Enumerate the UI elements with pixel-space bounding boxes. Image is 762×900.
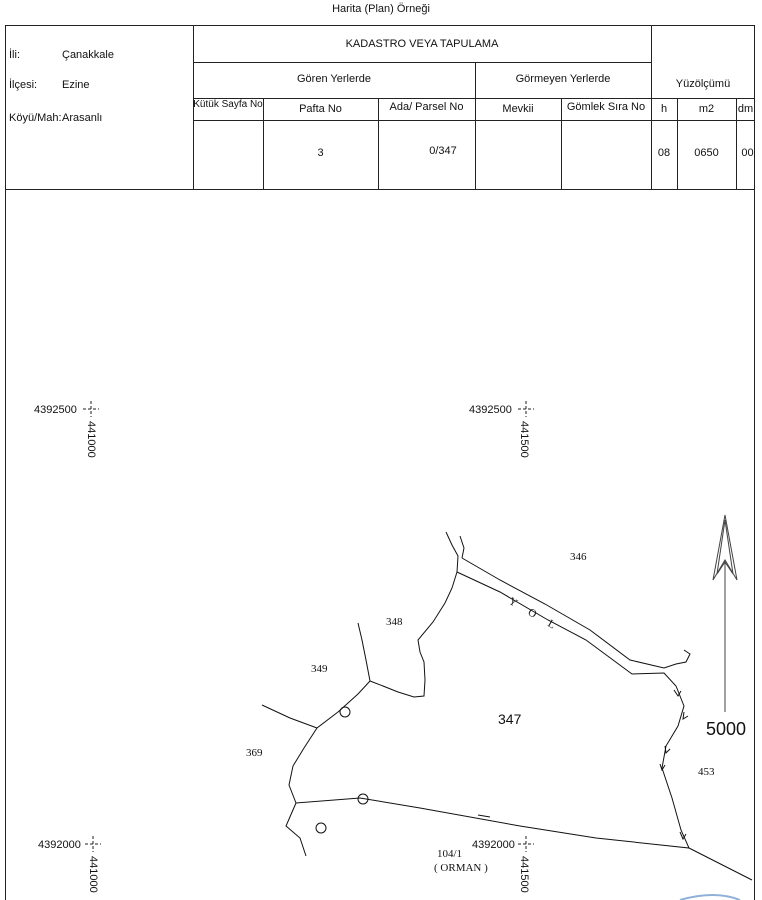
coord-ne-easting: 441500 [518,421,530,458]
boundary-southeast [689,848,752,880]
boundary-tick [478,815,490,817]
h-column-header: h [660,103,668,115]
orman-label: ( ORMAN ) [434,862,488,874]
road-boundary [462,558,690,668]
parcel-label-369: 369 [246,747,263,759]
parcel-label-349: 349 [311,663,328,675]
goren-header: Gören Yerlerde [297,73,371,85]
parcel-label-453: 453 [698,766,715,778]
road-start-line [446,532,458,572]
coord-nw-easting: 441000 [85,421,97,458]
road-label: Y O L [506,595,563,635]
grid-cross-nw [83,401,99,417]
survey-point-circle [340,707,350,717]
ilce-label: İlçesi: [9,79,38,91]
ilce-value: Ezine [62,79,90,91]
parcel-label-348: 348 [386,616,403,628]
parcel-label-347: 347 [498,711,522,727]
coord-nw-northing: 4392500 [34,404,77,416]
m2-value: 0650 [694,147,719,159]
pafta-value: 3 [317,147,324,159]
dm-value: 00 [741,147,754,159]
document-title: Harita (Plan) Örneği [332,3,430,15]
yuzolcumu-header: Yüzölçümü [675,78,731,90]
koy-value: Arasanlı [62,112,103,124]
koy-label: Köyü/Mah: [9,112,62,124]
east-boundary-arrows [660,690,688,839]
coord-se-easting: 441500 [518,856,530,893]
boundary-369-south [286,803,306,856]
il-label: İli: [9,49,20,61]
pafta-column-header: Pafta No [299,103,342,115]
kutuk-column-header: Kütük Sayfa No [193,99,263,110]
parcel-label-346: 346 [570,551,587,563]
m2-column-header: m2 [698,103,715,115]
boundary-349-369 [262,705,317,728]
coord-sw-easting: 441000 [87,856,99,893]
boundary-348-349 [358,623,370,681]
survey-point-circle [316,823,326,833]
north-arrow-icon [713,515,737,712]
gomlek-column-header: Gömlek Sıra No [566,101,646,113]
grid-cross-ne [518,401,534,417]
parcel-347-boundary [289,572,689,848]
parcel-label-104-1: 104/1 [437,848,463,860]
grid-cross-sw [85,836,101,852]
mevkii-column-header: Mevkii [502,103,534,115]
road-upper-end [460,536,464,558]
dm-column-header: dm [737,103,754,115]
ada-column-header: Ada/ Parsel No [389,101,464,113]
h-value: 08 [657,147,671,159]
coord-ne-northing: 4392500 [469,404,512,416]
coord-sw-northing: 4392000 [38,839,81,851]
ada-parsel-value: 0/347 [429,145,457,157]
gormeyen-header: Görmeyen Yerlerde [515,73,611,85]
scale-label: 5000 [706,719,747,739]
il-value: Çanakkale [62,49,114,61]
kadastro-title: KADASTRO VEYA TAPULAMA [345,38,499,50]
coord-se-northing: 4392000 [472,839,515,851]
grid-cross-se [518,836,534,852]
stamp-mark [680,895,740,900]
